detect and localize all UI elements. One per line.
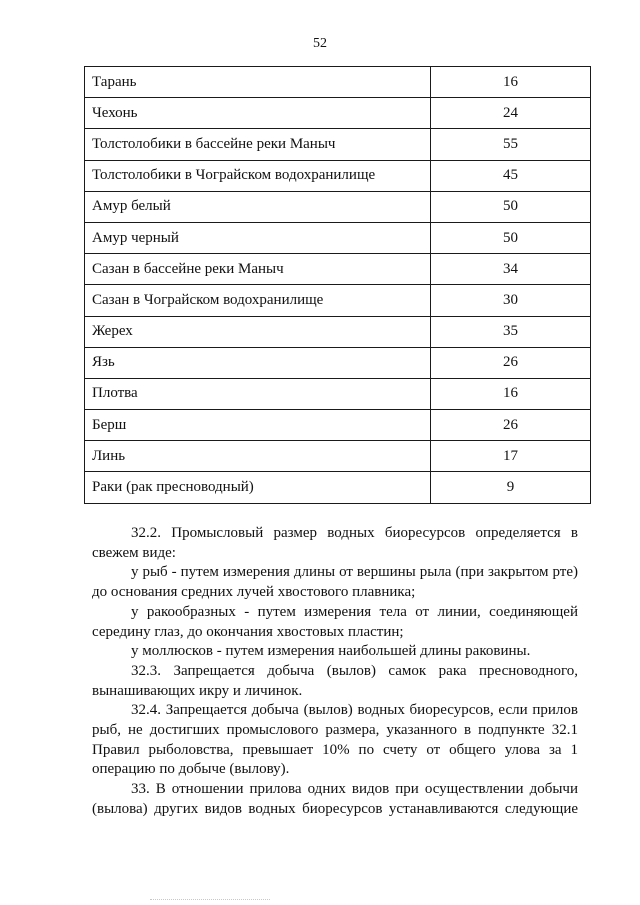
species-name-cell: Чехонь [85,98,431,129]
paragraph-32-3: 32.3. Запрещается добыча (вылов) самок рака пресноводного, вынашивающих икру и личинок. [92,662,578,699]
species-name-cell: Сазан в бассейне реки Маныч [85,254,431,285]
size-value-cell: 34 [431,254,591,285]
paragraph-fish-measure: у рыб - путем измерения длины от вершины рыла (при закрытом рте) до основания средних лучей хвостового плавника; [92,564,578,601]
size-value-cell: 55 [431,129,591,160]
size-value-cell: 35 [431,316,591,347]
table-row [85,285,591,316]
species-name-cell: Раки (рак пресноводный) [85,472,431,503]
table-row [85,254,591,285]
species-name-cell: Сазан в Чограйском водохранилище [85,285,431,316]
table-row [85,222,591,253]
species-name-cell: Толстолобики в бассейне реки Маныч [85,129,431,160]
size-value-cell: 50 [431,222,591,253]
species-name-cell: Амур черный [85,222,431,253]
table-row [85,129,591,160]
species-name-cell: Плотва [85,378,431,409]
scan-artifact [150,899,270,903]
size-value-cell: 9 [431,472,591,503]
species-name-cell: Жерех [85,316,431,347]
page-number: 52 [313,36,327,51]
paragraph-mollusc-measure: у моллюсков - путем измерения наибольшей длины раковины. [131,643,531,660]
species-name-cell: Толстолобики в Чограйском водохранилище [85,160,431,191]
table-row [85,410,591,441]
fish-size-table [84,66,591,504]
size-value-cell: 16 [431,378,591,409]
table-row [85,316,591,347]
size-value-cell: 26 [431,410,591,441]
species-name-cell: Амур белый [85,191,431,222]
size-value-cell: 24 [431,98,591,129]
paragraph-32-2: 32.2. Промысловый размер водных биоресурсов определяется в свежем виде: [92,525,578,561]
paragraph-32-4: 32.4. Запрещается добыча (вылов) водных биоресурсов, если прилов рыб, не достигших промыслового размера, указанного в подпункте 32.1 Правил рыболовства, превышает 10% по счету от общего улова за 1 операцию по добыче (вылову). [92,702,578,778]
size-value-cell: 17 [431,441,591,472]
species-name-cell: Тарань [85,67,431,98]
species-name-cell: Язь [85,347,431,378]
body-text [92,524,578,820]
paragraph-crustacean-measure: у ракообразных - путем измерения тела от линии, соединяющей середину глаз, до окончания хвостовых пластин; [92,603,578,640]
species-name-cell: Берш [85,410,431,441]
table-row [85,191,591,222]
paragraph-33: 33. В отношении прилова одних видов при осуществлении добычи (вылова) других видов водных биоресурсов устанавливаются следующие [92,781,578,817]
table-row [85,378,591,409]
table-row [85,67,591,98]
size-value-cell: 26 [431,347,591,378]
size-value-cell: 45 [431,160,591,191]
table-row [85,472,591,503]
size-value-cell: 50 [431,191,591,222]
species-name-cell: Линь [85,441,431,472]
table-row [85,347,591,378]
size-value-cell: 30 [431,285,591,316]
table-row [85,441,591,472]
size-value-cell: 16 [431,67,591,98]
table-row [85,98,591,129]
table-row [85,160,591,191]
